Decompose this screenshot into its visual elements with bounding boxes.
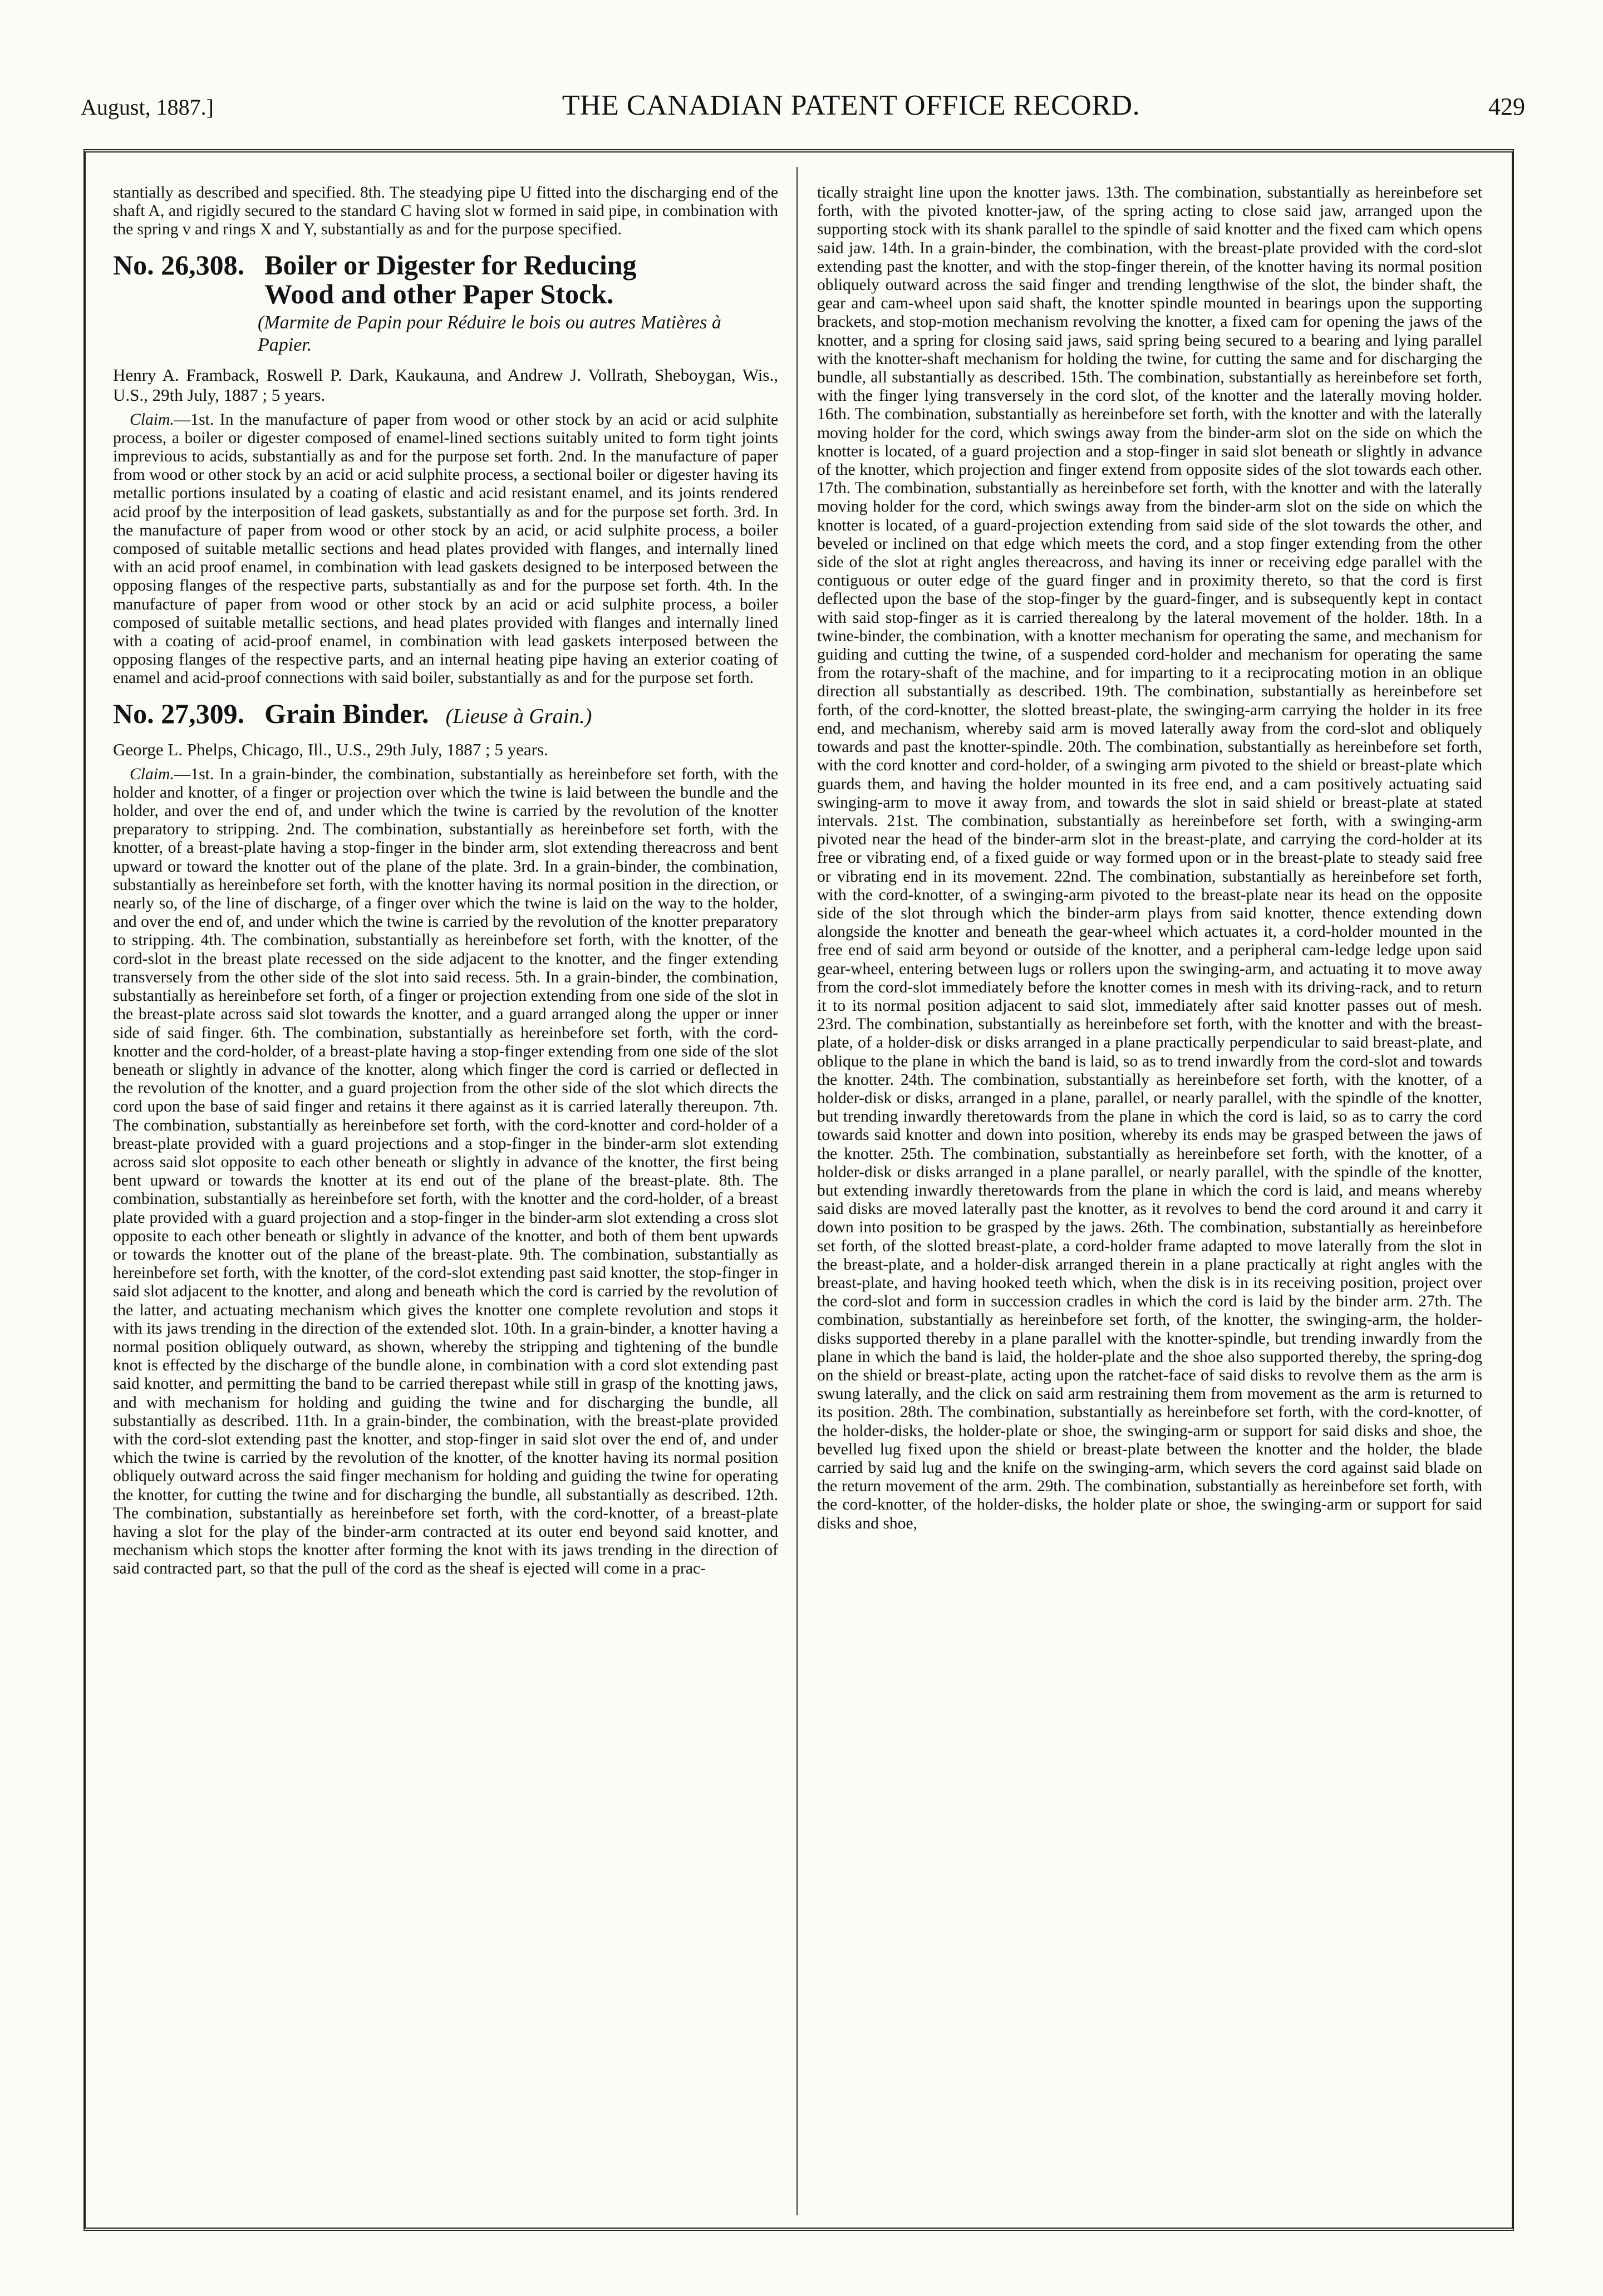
inventors-line: George L. Phelps, Chicago, Ill., U.S., 29th July, 1887 ; 5 years.: [113, 739, 548, 759]
column-divider: [796, 167, 798, 2215]
french-title: (Marmite de Papin pour Réduire le bois ou autres Matières à Papier.: [258, 312, 721, 355]
claims-text: [113, 411, 778, 688]
left-column: [113, 184, 778, 2204]
french-title: (Lieuse à Grain.): [445, 704, 592, 728]
claims-body: —1st. In the manufacture of paper from wood or other stock by an acid or acid sulphite process, a boiler or digester composed of enamel-lined sections suitably united to form tight joints imprevious to acids, substantially as and for the purpose set forth. 2nd. In the manufacture of paper from wood or other stock by an acid or acid sulphite process, a sectional boiler or digester having its metallic portions insulated by a coating of elastic and acid resistant enamel, and its joints rendered acid proof by the interposition of lead gaskets, substantially as and for the purpose set forth. 3rd. In the manufacture of paper from wood or other stock by an acid, or acid sulphite process, a boiler composed of suitable metallic sections and head plates provided with flanges, and internally lined with an acid proof enamel, in combination with lead gaskets designed to be interposed between the opposing flanges of the respective parts, substantially as and for the purpose set forth. 4th. In the manufacture of paper from wood or other stock by an acid or acid sulphite process, a boiler composed of suitable metallic sections, and head plates provided with flanges and internally lined with a coating of acid-proof enamel, in combination with lead gaskets interposed between the opposing flanges of the respective parts, and an internal heating pipe having an exterior coating of enamel and acid-proof connections with said boiler, substantially as and for the purpose set forth.: [113, 410, 778, 687]
claims-body: —1st. In a grain-binder, the combination, substantially as hereinbefore set forth, with the holder and knotter, of a finger or projection over which the twine is laid between the bundle and the holder, and over the end of, and under which the twine is carried by the revolution of the knotter preparatory to stripping. 2nd. The combination, substantially as hereinbefore set forth, with the knotter, of a breast-plate having a stop-finger in the binder arm, slot extending thereacross and bent upward or toward the knotter out of the plane of the plate. 3rd. In a grain-binder, the combination, substantially as hereinbefore set forth, with the knotter having its normal position in the direction, or nearly so, of the line of discharge, of a finger over which the twine is laid on the way to the holder, and over the end of, and under which the twine is carried by the revolution of the knotter preparatory to stripping. 4th. The combination, substantially as hereinbefore set forth, with the knotter, of the cord-slot in the breast plate recessed on the side adjacent to the knotter, and the finger extending transversely from the other side of the slot into said recess. 5th. In a grain-binder, the combination, substantially as hereinbefore set forth, of a finger or projection extending from one side of the slot in the breast-plate across said slot towards the knotter, and a guard arranged along the upper or inner side of said finger. 6th. The combination, substantially as hereinbefore set forth, with the cord-knotter and the cord-holder, of a breast-plate having a stop-finger extending from one side of the slot beneath or slightly in advance of the knotter, along which finger the cord is carried or deflected in the revolution of the knotter, and a guard projection from the other side of the slot which directs the cord upon the base of said finger and retains it there against as it is carried laterally thereupon. 7th. The combination, substantially as hereinbefore set forth, with the cord-knotter and cord-holder of a breast-plate provided with a guard projections and a stop-finger in the binder-arm slot extending across said slot opposite to each other beneath or slightly in advance of the knotter, the first being bent upward or towards the knotter at its end out of the plane of the breast-plate. 8th. The combination, substantially as hereinbefore set forth, with the knotter and the cord-holder, of a breast plate provided with a guard projection and a stop-finger in the binder-arm slot extending a cross slot opposite to each other beneath or slightly in advance of the knotter, and both of them bent upwards or towards the knotter out of the plane of the breast-plate. 9th. The combination, substantially as hereinbefore set forth, with the knotter, of the cord-slot extending past said knotter, the stop-finger in said slot adjacent to the knotter, and along and beneath which the cord is carried by the revolution of the latter, and actuating mechanism which gives the knotter one complete revolution and stops it with its jaws trending in the direction of the extended slot. 10th. In a grain-binder, a knotter having a normal position obliquely outward, as shown, whereby the stripping and tightening of the bundle knot is effected by the discharge of the bundle alone, in combination with a cord slot extending past said knotter, and permitting the band to be carried therepast while still in grasp of the knotting jaws, and with mechanism for holding and guiding the twine and for discharging the bundle, all substantially as described. 11th. In a grain-binder, the combination, with the breast-plate provided with the cord-slot extending past the knotter, and stop-finger in said slot over the end of, and under which the twine is carried by the revolution of the knotter, of the knotter having its normal position obliquely outward across the said finger mechanism for holding and guiding the twine for operating the knotter, for cutting the twine and for discharging the bundle, all substantially as described. 12th. The combination, substantially as hereinbefore set forth, with the cord-knotter, of a breast-plate having a slot for the play of the binder-arm contracted at its outer end beyond said knotter, and mechanism which stops the knotter after forming the knot with its jaws trending in the direction of said contracted part, so that the pull of the cord as the sheaf is ejected will come in a prac-: [113, 765, 778, 1578]
patent-heading: [113, 250, 778, 308]
right-column: [817, 184, 1482, 2204]
page-number: 429: [1488, 93, 1525, 120]
patent-title-line: Wood and other Paper Stock.: [264, 278, 614, 309]
patent-title: [264, 250, 636, 308]
patent-title-line: Grain Binder.: [264, 697, 429, 729]
continued-claims: tically straight line upon the knotter jaws. 13th. The combination, substantially as hereinbefore set forth, with the pivoted knotter-jaw, of the spring acting to close said jaw, arranged upon the supporting stock with its shank parallel to the spindle of said knotter and the fixed cam which opens said jaw. 14th. In a grain-binder, the combination, with the breast-plate provided with the cord-slot extending past the knotter, and with the stop-finger therein, of the knotter having its normal position obliquely outward across the said finger and trending lengthwise of the slot, the binder shaft, the gear and cam-wheel upon said shaft, the knotter spindle mounted in bearings upon the supporting brackets, and stop-motion mechanism revolving the knotter, a fixed cam for opening the jaws of the knotter, and a spring for closing said jaws, said spring being secured to a bearing and lying parallel with the knotter-shaft mechanism for holding the twine, for cutting the same and for discharging the bundle, all substantially as described. 15th. The combination, substantially as hereinbefore set forth, with the finger lying transversely in the cord slot, of the knotter and the laterally moving holder. 16th. The combination, substantially as hereinbefore set forth, with the knotter and with the laterally moving holder for the cord, which swings away from the binder-arm slot on the side on which the knotter is located, of a guard projection and a stop-finger in said slot beneath or slightly in advance of the knotter, which projection and finger extend from opposite sides of the slot towards each other. 17th. The combination, substantially as hereinbefore set forth, with the knotter and with the laterally moving holder for the cord, which swings away from the binder-arm slot on the side on which the knotter is located, of a guard-projection extending from said side of the slot towards the other, and beveled or inclined on that edge which meets the cord, and a stop finger extending from the other side of the slot at right angles thereacross, and having its inner or receiving edge parallel with the contiguous or outer edge of the guard finger and in proximity thereto, so that the cord is first deflected upon the base of the stop-finger by the guard-finger, and is subsequently kept in contact with said stop-finger as it is carried therealong by the lateral movement of the holder. 18th. In a twine-binder, the combination, with a knotter mechanism for operating the same, and mechanism for guiding and cutting the twine, of a suspended cord-holder and mechanism for operating the same from the rotary-shaft of the machine, and for imparting to it a reciprocating motion in an oblique direction all substantially as described. 19th. The combination, substantially as hereinbefore set forth, of the cord-knotter, the slotted breast-plate, the swinging-arm carrying the holder in its free end, and mechanism, whereby said arm is moved laterally away from the cord-slot and obliquely towards and past the knotter-spindle. 20th. The combination, substantially as hereinbefore set forth, with the cord knotter and cord-holder, of a swinging arm pivoted to the shield or breast-plate which guards them, and having the holder mounted in its free end, and a cam positively actuating said swinging-arm to move it away from, and towards the slot in said shield or breast-plate at stated intervals. 21st. The combination, substantially as hereinbefore set forth, with a swinging-arm pivoted near the head of the binder-arm slot in the breast-plate, and carrying the cord-holder at its free or vibrating end, of a fixed guide or way formed upon or in the breast-plate to steady said free or vibrating end in its movement. 22nd. The combination, substantially as hereinbefore set forth, with the cord-knotter, of a swinging-arm pivoted to the breast-plate near its head on the opposite side of the slot through which the binder-arm plays from said knotter, thence extending down alongside the knotter and beneath the gear-wheel which actuates it, a cord-holder mounted in the free end of said arm beyond or outside of the knotter, and a peripheral cam-ledge ledge upon said gear-wheel, entering between lugs or rollers upon the swinging-arm, and actuating it to move away from the cord-slot immediately before the knotter comes in mesh with its driving-rack, and to return it to its normal position adjacent to said slot, immediately after said knotter passes out of mesh. 23rd. The combination, substantially as hereinbefore set forth, with the knotter and with the breast-plate, of a holder-disk or disks arranged in a plane practically perpendicular to said breast-plate, and oblique to the plane in which the band is laid, so as to trend inwardly from the cord-slot and towards the knotter. 24th. The combination, substantially as hereinbefore set forth, with the knotter, of a holder-disk or disks, arranged in a plane, parallel, or nearly parallel, with the spindle of the knotter, but trending inwardly theretowards from the plane in which the cord is laid, so as to carry the cord towards said knotter and down into position, whereby its ends may be grasped between the jaws of the knotter. 25th. The combination, substantially as hereinbefore set forth, with the knotter, of a holder-disk or disks arranged in a plane parallel, or nearly parallel, with the spindle of the knotter, but extending inwardly theretowards from the plane in which the cord is laid, and means whereby said disks are moved laterally past the knotter, as it revolves to bend the cord around it and carry it down into position to be grasped by the jaws. 26th. The combination, substantially as hereinbefore set forth, of the slotted breast-plate, a cord-holder frame adapted to move laterally from the slot in the breast-plate, and a holder-disk arranged therein in a plane practically at right angles with the breast-plate, and having hooked teeth which, when the disk is in its receiving position, project over the cord-slot and form in succession cradles in which the cord is laid by the binder arm. 27th. The combination, substantially as hereinbefore set forth, of the knotter, the swinging-arm, the holder-disks supported thereby in a plane parallel with the knotter-spindle, but trending inwardly from the plane in which the band is laid, the holder-plate and the shoe also supported thereby, the spring-dog on the shield or breast-plate, acting upon the ratchet-face of said disks to revolve them as the arm is swung laterally, and the click on said arm restraining them from movement as the arm is returned to its position. 28th. The combination, substantially as hereinbefore set forth, with the cord-knotter, of the holder-disks, the holder-plate or shoe, the swinging-arm or support for said disks and shoe, the bevelled lug fixed upon the shield or breast-plate between the knotter and the holder, the blade carried by said lug and the knife on the swinging-arm, which severs the cord against said blade on the return movement of the arm. 29th. The combination, substantially as hereinbefore set forth, with the cord-knotter, of the holder-disks, the holder plate or shoe, the swinging-arm or support for said disks and shoe,: [817, 184, 1482, 1532]
continued-claims: stantially as described and specified. 8th. The steadying pipe U fitted into the discharging end of the shaft A, and rigidly secured to the standard C having slot w formed in said pipe, in combination with the spring v and rings X and Y, substantially as and for the purpose specified.: [113, 184, 778, 239]
patent-number: No. 27,309.: [113, 697, 245, 729]
claim-label: Claim.: [130, 410, 174, 429]
patent-title: [264, 699, 592, 731]
inventors-line: Henry A. Framback, Roswell P. Dark, Kaukauna, and Andrew J. Vollrath, Sheboygan, Wis., U.S., 29th July, 1887 ; 5 years.: [113, 365, 778, 405]
claims-text: [113, 765, 778, 1579]
patent-number: No. 26,308.: [113, 249, 245, 281]
patent-heading: [113, 699, 778, 731]
issue-date: August, 1887.]: [81, 95, 214, 120]
claim-label: Claim.: [130, 765, 174, 783]
patent-title-line: Boiler or Digester for Reducing: [264, 249, 637, 281]
running-head: [81, 89, 1525, 122]
journal-title: THE CANADIAN PATENT OFFICE RECORD.: [562, 90, 1140, 121]
